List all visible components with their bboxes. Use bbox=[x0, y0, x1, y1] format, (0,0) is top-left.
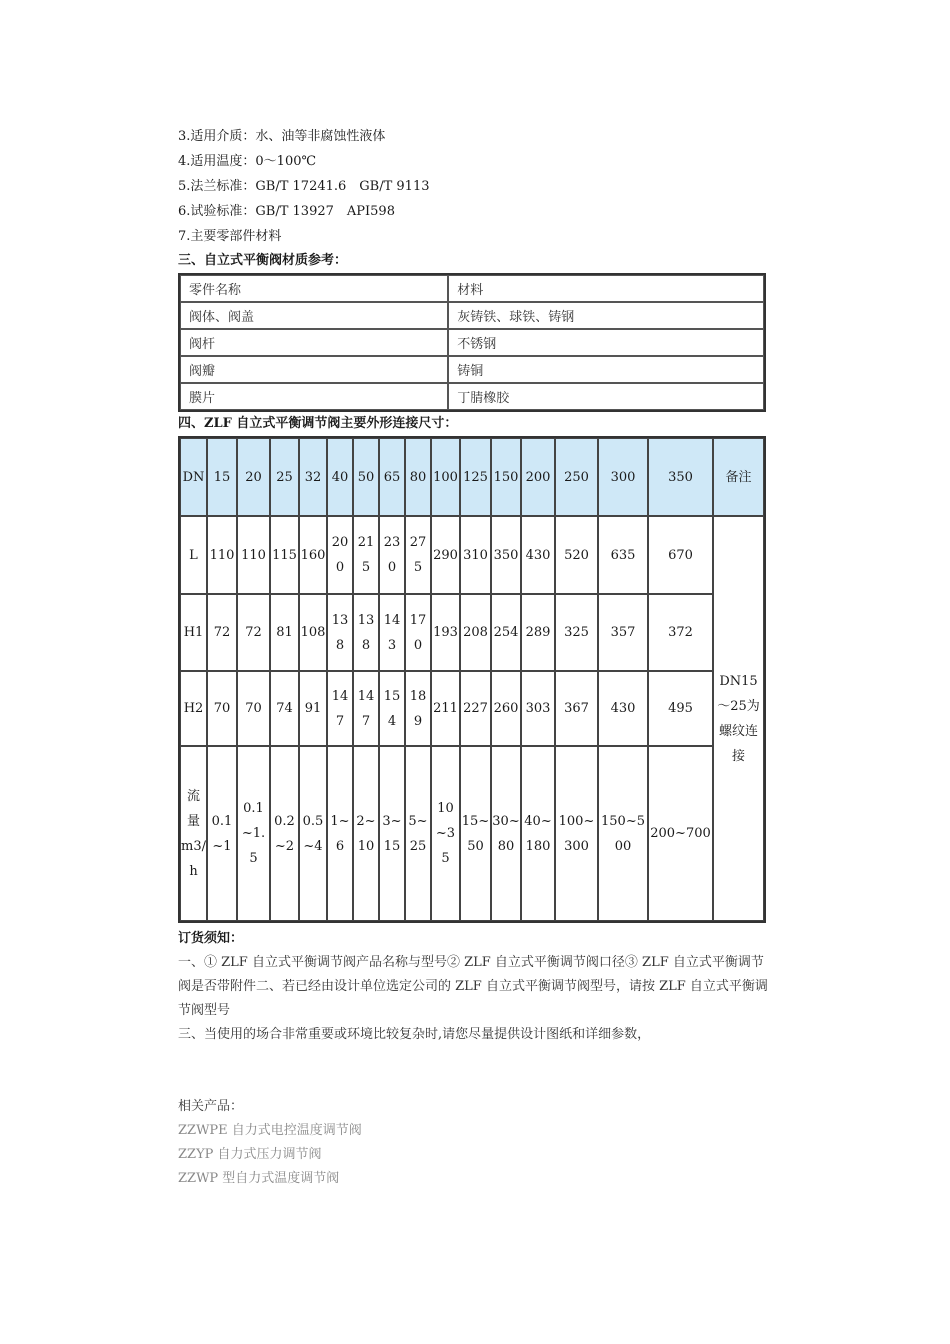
intro-line: 6.试验标准：GB/T 13927 API598 bbox=[178, 204, 395, 219]
related-link[interactable]: ZZYP 自力式压力调节阀 bbox=[178, 1147, 322, 1162]
related-label: 相关产品： bbox=[178, 1099, 244, 1114]
size-header-cell: 250 bbox=[555, 438, 598, 516]
table-cell: 350 bbox=[491, 516, 521, 594]
table-cell: 40~180 bbox=[521, 746, 555, 921]
table-cell: 372 bbox=[648, 594, 713, 671]
row-label-cell: 流量 m3/h bbox=[180, 746, 207, 921]
table-cell: 138 bbox=[327, 594, 353, 671]
materials-header-material: 材料 bbox=[448, 275, 764, 302]
table-cell: 189 bbox=[405, 671, 431, 746]
table-cell: 154 bbox=[379, 671, 405, 746]
table-cell: 310 bbox=[460, 516, 491, 594]
table-cell: 635 bbox=[598, 516, 648, 594]
table-cell: 0.1~1.5 bbox=[237, 746, 270, 921]
table-row bbox=[180, 329, 764, 356]
table-cell: 1~6 bbox=[327, 746, 353, 921]
table-cell: 110 bbox=[207, 516, 237, 594]
size-header-cell: 20 bbox=[237, 438, 270, 516]
table-cell: 160 bbox=[299, 516, 327, 594]
table-cell: 357 bbox=[598, 594, 648, 671]
table-cell: 5~25 bbox=[405, 746, 431, 921]
table-cell: 膜片 bbox=[180, 383, 448, 410]
size-header-cell: 65 bbox=[379, 438, 405, 516]
table-cell: 143 bbox=[379, 594, 405, 671]
table-cell: 铸铜 bbox=[448, 356, 764, 383]
table-cell: 150~500 bbox=[598, 746, 648, 921]
size-header-cell: 40 bbox=[327, 438, 353, 516]
table-cell: 290 bbox=[431, 516, 460, 594]
table-cell: 495 bbox=[648, 671, 713, 746]
row-label-cell: H1 bbox=[180, 594, 207, 671]
table-cell: 275 bbox=[405, 516, 431, 594]
table-row bbox=[180, 594, 764, 671]
intro-list bbox=[178, 124, 768, 249]
table-cell: 430 bbox=[521, 516, 555, 594]
table-cell: 阀瓣 bbox=[180, 356, 448, 383]
size-header-cell: 32 bbox=[299, 438, 327, 516]
order-notes bbox=[178, 927, 768, 1047]
table-cell: 110 bbox=[237, 516, 270, 594]
table-cell: 91 bbox=[299, 671, 327, 746]
table-cell: 170 bbox=[405, 594, 431, 671]
table-row bbox=[180, 383, 764, 410]
table-cell: 2~10 bbox=[353, 746, 379, 921]
table-row bbox=[180, 302, 764, 329]
remark-header-cell: 备注 bbox=[713, 438, 764, 516]
table-row bbox=[180, 275, 764, 302]
intro-line: 5.法兰标准：GB/T 17241.6 GB/T 9113 bbox=[178, 179, 430, 194]
dn-header-cell: DN bbox=[180, 438, 207, 516]
size-header-cell: 15 bbox=[207, 438, 237, 516]
table-cell: 208 bbox=[460, 594, 491, 671]
order-heading: 订货须知： bbox=[178, 931, 244, 946]
size-header-cell: 125 bbox=[460, 438, 491, 516]
table-row bbox=[180, 516, 764, 594]
order-paragraph-2: 三、当使用的场合非常重要或环境比较复杂时,请您尽量提供设计图纸和详细参数， bbox=[178, 1027, 651, 1042]
table-cell: 254 bbox=[491, 594, 521, 671]
table-cell: 367 bbox=[555, 671, 598, 746]
table-row bbox=[180, 671, 764, 746]
table-cell: 10~35 bbox=[431, 746, 460, 921]
table-cell: 74 bbox=[270, 671, 299, 746]
size-header-cell: 200 bbox=[521, 438, 555, 516]
table-cell: 3~15 bbox=[379, 746, 405, 921]
table-cell: 147 bbox=[327, 671, 353, 746]
remark-cell: DN15～25为螺纹连接 bbox=[713, 516, 764, 921]
table-cell: 303 bbox=[521, 671, 555, 746]
table-cell: 15~50 bbox=[460, 746, 491, 921]
related-link[interactable]: ZZWP 型自力式温度调节阀 bbox=[178, 1171, 340, 1186]
table-cell: 115 bbox=[270, 516, 299, 594]
table-cell: 138 bbox=[353, 594, 379, 671]
materials-table bbox=[178, 273, 766, 412]
intro-line: 3.适用介质：水、油等非腐蚀性液体 bbox=[178, 129, 386, 144]
table-cell: 200~700 bbox=[648, 746, 713, 921]
table-cell: 72 bbox=[237, 594, 270, 671]
materials-heading: 三、自立式平衡阀材质参考： bbox=[178, 253, 348, 268]
table-header-row bbox=[180, 438, 764, 516]
related-link[interactable]: ZZWPE 自力式电控温度调节阀 bbox=[178, 1123, 362, 1138]
size-header-cell: 100 bbox=[431, 438, 460, 516]
order-paragraph-1: 一、① ZLF 自立式平衡调节阀产品名称与型号② ZLF 自立式平衡调节阀口径③ ZLF 自立式平衡调节阀是否带附件二、若已经由设计单位选定公司的 ZLF 自立式平衡调节阀型号，请按 ZLF 自立式平衡调节阀型号 bbox=[178, 955, 768, 1018]
intro-line: 7.主要零部件材料 bbox=[178, 229, 282, 244]
size-header-cell: 300 bbox=[598, 438, 648, 516]
size-header-cell: 150 bbox=[491, 438, 521, 516]
table-cell: 230 bbox=[379, 516, 405, 594]
dimensions-heading: 四、ZLF 自立式平衡调节阀主要外形连接尺寸： bbox=[178, 416, 458, 431]
table-cell: 72 bbox=[207, 594, 237, 671]
table-row bbox=[180, 356, 764, 383]
table-cell: 260 bbox=[491, 671, 521, 746]
table-cell: 670 bbox=[648, 516, 713, 594]
table-cell: 108 bbox=[299, 594, 327, 671]
table-cell: 227 bbox=[460, 671, 491, 746]
table-cell: 不锈钢 bbox=[448, 329, 764, 356]
intro-line: 4.适用温度：0～100℃ bbox=[178, 154, 317, 169]
table-cell: 100~300 bbox=[555, 746, 598, 921]
row-label-cell: H2 bbox=[180, 671, 207, 746]
table-cell: 70 bbox=[207, 671, 237, 746]
table-cell: 30~80 bbox=[491, 746, 521, 921]
table-cell: 211 bbox=[431, 671, 460, 746]
table-cell: 阀杆 bbox=[180, 329, 448, 356]
table-cell: 81 bbox=[270, 594, 299, 671]
size-header-cell: 80 bbox=[405, 438, 431, 516]
size-header-cell: 50 bbox=[353, 438, 379, 516]
table-cell: 289 bbox=[521, 594, 555, 671]
table-cell: 193 bbox=[431, 594, 460, 671]
table-cell: 丁腈橡胶 bbox=[448, 383, 764, 410]
table-cell: 430 bbox=[598, 671, 648, 746]
row-label-cell: L bbox=[180, 516, 207, 594]
table-cell: 阀体、阀盖 bbox=[180, 302, 448, 329]
table-cell: 0.1~1 bbox=[207, 746, 237, 921]
table-cell: 0.2~2 bbox=[270, 746, 299, 921]
related-products bbox=[178, 1095, 768, 1191]
table-cell: 147 bbox=[353, 671, 379, 746]
table-cell: 70 bbox=[237, 671, 270, 746]
document-page bbox=[178, 124, 768, 1191]
size-header-cell: 350 bbox=[648, 438, 713, 516]
table-row bbox=[180, 746, 764, 921]
table-cell: 灰铸铁、球铁、铸钢 bbox=[448, 302, 764, 329]
table-cell: 215 bbox=[353, 516, 379, 594]
table-cell: 200 bbox=[327, 516, 353, 594]
dimensions-table bbox=[178, 436, 766, 923]
size-header-cell: 25 bbox=[270, 438, 299, 516]
materials-header-part: 零件名称 bbox=[180, 275, 448, 302]
table-cell: 520 bbox=[555, 516, 598, 594]
table-cell: 325 bbox=[555, 594, 598, 671]
table-cell: 0.5~4 bbox=[299, 746, 327, 921]
